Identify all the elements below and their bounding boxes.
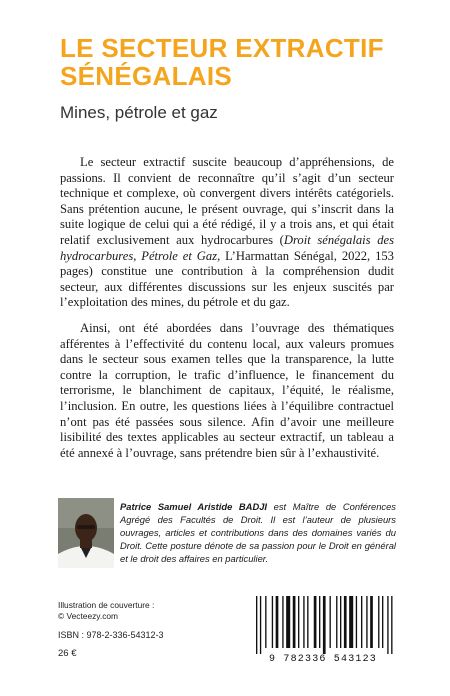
cover-credit-source: © Vecteezy.com: [58, 611, 119, 621]
barcode-bar: [340, 596, 341, 648]
barcode-bar: [382, 596, 383, 648]
barcode-bar: [314, 596, 317, 648]
barcode-bar: [298, 596, 299, 648]
barcode-bar: [293, 596, 296, 648]
barcode-bar: [272, 596, 273, 648]
barcode-bar: [356, 596, 357, 648]
barcode-bar: [349, 596, 353, 648]
barcode-bar: [344, 596, 347, 648]
barcode-bar: [361, 596, 362, 648]
barcode-bar: [330, 596, 331, 648]
blurb-paragraph-1: [60, 155, 394, 311]
cover-credit-label: Illustration de couverture :: [58, 600, 155, 610]
barcode-bar: [378, 596, 379, 648]
barcode-bar: [323, 596, 326, 654]
barcode-bar: [307, 596, 308, 648]
barcode-bar: [303, 596, 304, 648]
blurb-p1-text-a: Le secteur extractif suscite beaucoup d’appréhensions, de passions. Il convient de reconnaître qu’il s’agit d’un secteur technique et complexe, où convergent divers intérêts catégoriels. Sans prétention aucune, le présent ouvrage, qui s’inscrit dans la suite logique de celui qui a été rédigé, il y a trois ans, et qui était relatif exclusivement aux hydrocarbures (: [60, 155, 394, 247]
title-line-2: SÉNÉGALAIS: [60, 61, 233, 91]
author-portrait-icon: [58, 498, 114, 568]
author-name: Patrice Samuel Aristide BADJI: [120, 501, 268, 512]
book-subtitle: Mines, pétrole et gaz: [60, 103, 218, 122]
book-title: [60, 34, 400, 90]
barcode-bar: [366, 596, 367, 648]
barcode-bar: [336, 596, 337, 648]
blurb-paragraph-2: Ainsi, ont été abordées dans l’ouvrage des thématiques afférentes à l’effectivité du contenu local, aux valeurs promues dans le secteur sous examen telles que la transparence, la lutte contre la corruption, le trafic d’influence, le financement du terrorisme, le blanchiment de capitaux, l’équité, le réalisme, l’inclusion. En outre, les questions liées à l’équilibre contractuel n’ont pas été passées sous silence. Afin d’avoir une meilleure lisibilité des textes applicables au secteur extractif, un tableau a été annexé à l’ouvrage, sans prétendre bien sûr à l’exhaustivité.: [60, 321, 394, 460]
isbn: ISBN : 978-2-336-54312-3: [58, 630, 164, 640]
title-line-1: LE SECTEUR EXTRACTIF: [60, 33, 384, 63]
barcode-bars: [248, 596, 398, 654]
barcode-bar: [276, 596, 279, 648]
barcode-bar: [370, 596, 373, 648]
cover-credit: [58, 600, 154, 622]
barcode-bar: [265, 596, 266, 648]
author-bio: [120, 500, 396, 565]
barcode-bar: [256, 596, 257, 654]
barcode-bar: [260, 596, 261, 654]
barcode-bar: [387, 596, 388, 654]
author-photo: [58, 498, 114, 568]
barcode-bar: [391, 596, 392, 654]
blurb-p1-text-b: , L’Harmattan Sénégal, 2022, 153 pages) constitue une contribution à la compréhension dudit secteur, aux différentes discussions sur les enjeux suscités par l’exploitation des mines, du pétrole et du gaz.: [60, 248, 394, 310]
barcode-bar: [319, 596, 320, 648]
price: 26 €: [58, 648, 77, 659]
author-bio-text: est Maître de Conférences Agrégé des Facultés de Droit. Il est l’auteur de plusieurs ouvrages, articles et contributions dans des domaines variés du Droit. Cette posture dénote de sa passion pour le Droit en général et le droit des affaires en particulier.: [120, 501, 396, 564]
cited-book-title: Droit sénégalais des hydrocarbures, Pétrole et Gaz: [60, 232, 395, 263]
barcode-bar: [282, 596, 283, 648]
barcode-digits: 9 782336 543123: [268, 654, 377, 665]
barcode-bar: [286, 596, 290, 648]
